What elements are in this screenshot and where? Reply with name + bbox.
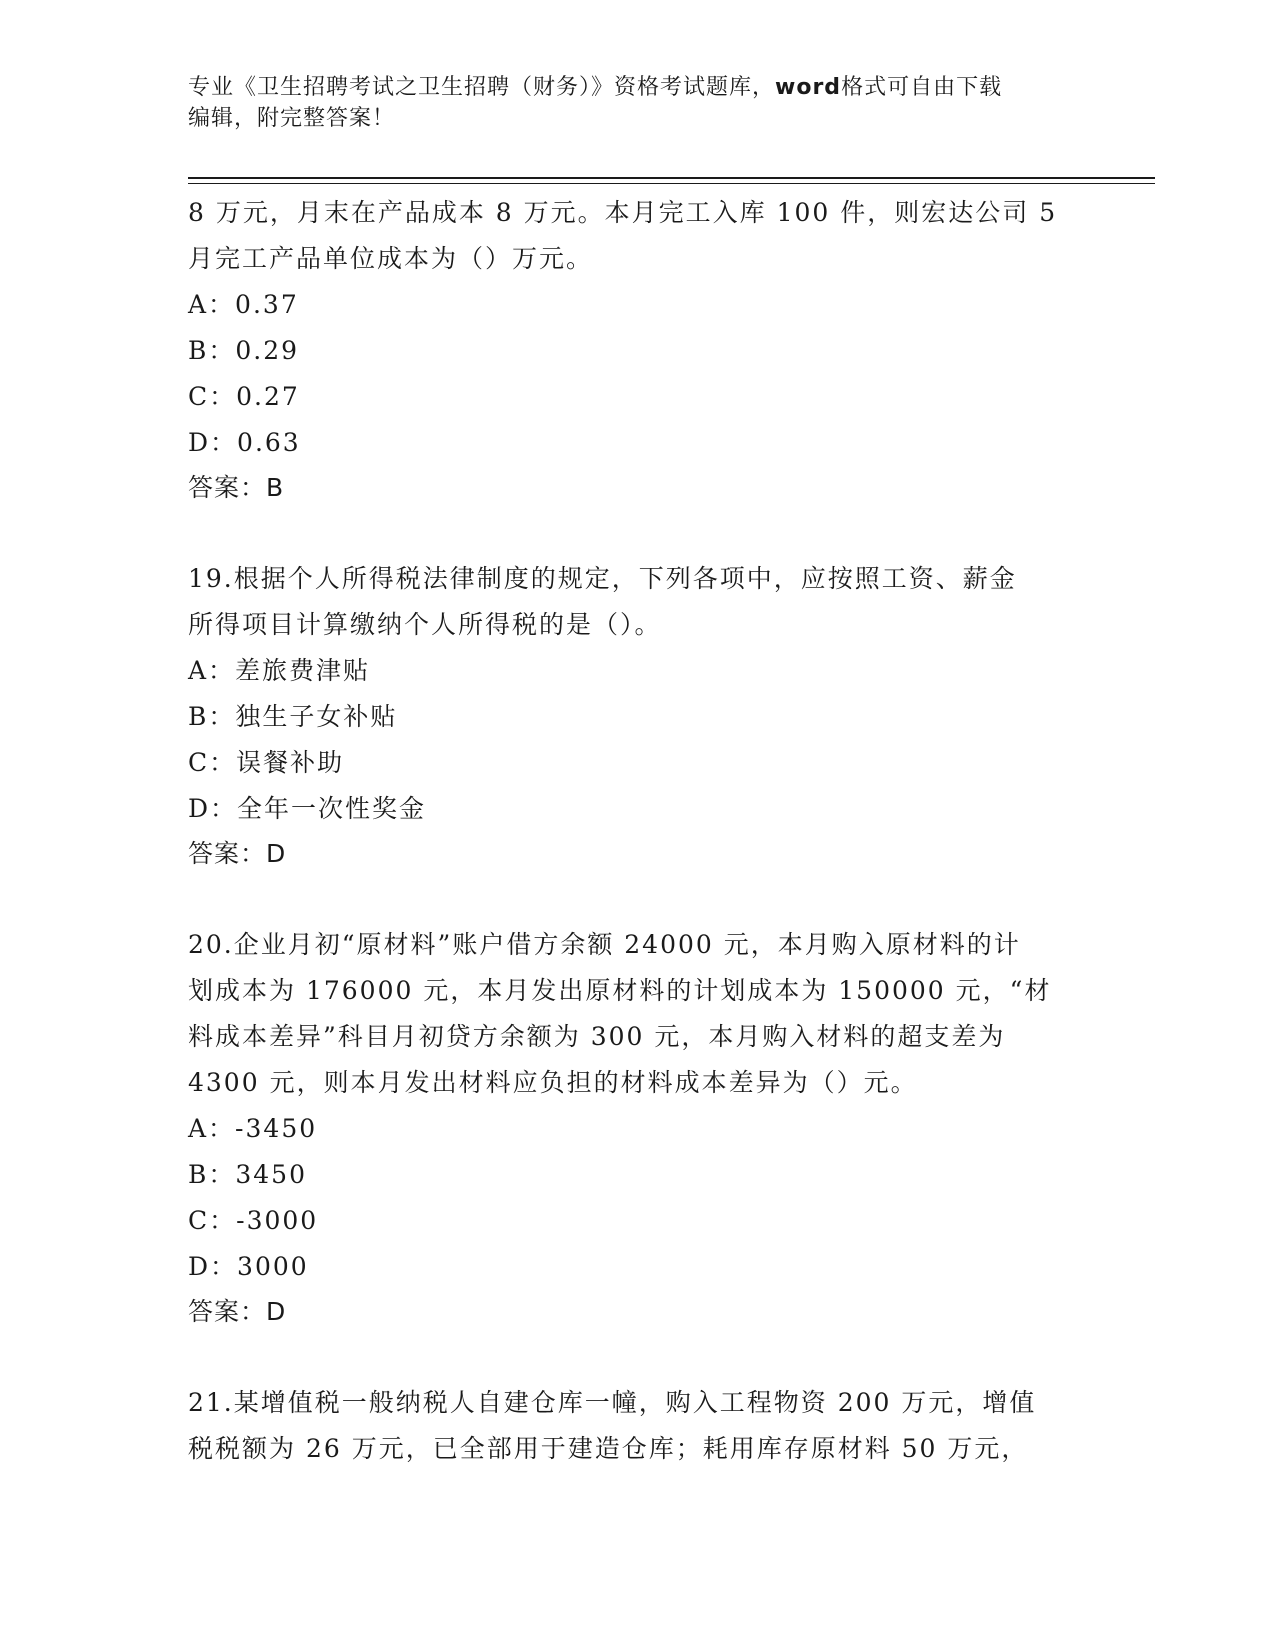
answer-line: 答案：D (188, 839, 287, 868)
option-d: D：3000 (188, 1252, 309, 1281)
header-divider-thin (188, 183, 1155, 184)
document-header (188, 72, 1088, 134)
option-d: D：全年一次性奖金 (188, 794, 427, 823)
question-stem-line: 料成本差异”科目月初贷方余额为 300 元，本月购入材料的超支差为 (188, 1022, 1006, 1051)
header-word-format: word (775, 75, 842, 100)
option-c: C：-3000 (188, 1206, 319, 1235)
question-stem-line: 19.根据个人所得税法律制度的规定，下列各项中，应按照工资、薪金 (188, 564, 1017, 593)
option-a: A：差旅费津贴 (188, 656, 371, 685)
option-d: D：0.63 (188, 428, 301, 457)
option-a: A：0.37 (188, 290, 299, 319)
question-spacer (188, 1334, 1088, 1380)
header-divider-thick (188, 177, 1155, 179)
header-line-1 (188, 72, 1088, 103)
question-21 (188, 1380, 1088, 1472)
question-18-continued (188, 190, 1088, 510)
option-a: A：-3450 (188, 1114, 318, 1143)
question-stem-line: 所得项目计算缴纳个人所得税的是（）。 (188, 610, 662, 639)
header-text-prefix: 专业《卫生招聘考试之卫生招聘（财务）》资格考试题库， (188, 75, 776, 100)
option-c: C：0.27 (188, 382, 300, 411)
question-stem-line: 21.某增值税一般纳税人自建仓库一幢，购入工程物资 200 万元，增值 (188, 1388, 1037, 1417)
question-19 (188, 556, 1088, 876)
question-list (188, 190, 1088, 1472)
header-line-2: 编辑，附完整答案！ (188, 106, 396, 131)
option-b: B：3450 (188, 1160, 307, 1189)
question-20 (188, 922, 1088, 1334)
option-b: B：独生子女补贴 (188, 702, 398, 731)
question-stem-line: 4300 元，则本月发出材料应负担的材料成本差异为（）元。 (188, 1068, 918, 1097)
question-stem-line: 月完工产品单位成本为（）万元。 (188, 244, 594, 273)
question-spacer (188, 510, 1088, 556)
question-spacer (188, 876, 1088, 922)
question-stem-line: 划成本为 176000 元，本月发出原材料的计划成本为 150000 元，“材 (188, 976, 1052, 1005)
question-stem-line: 税税额为 26 万元，已全部用于建造仓库；耗用库存原材料 50 万元， (188, 1434, 1029, 1463)
option-b: B：0.29 (188, 336, 300, 365)
answer-line: 答案：D (188, 1297, 287, 1326)
option-c: C：误餐补助 (188, 748, 345, 777)
header-text-suffix: 格式可自由下载 (841, 75, 1003, 100)
question-stem-line: 8 万元，月末在产品成本 8 万元。本月完工入库 100 件，则宏达公司 5 (188, 198, 1058, 227)
answer-line: 答案：B (188, 473, 285, 502)
question-stem-line: 20.企业月初“原材料”账户借方余额 24000 元，本月购入原材料的计 (188, 930, 1021, 959)
